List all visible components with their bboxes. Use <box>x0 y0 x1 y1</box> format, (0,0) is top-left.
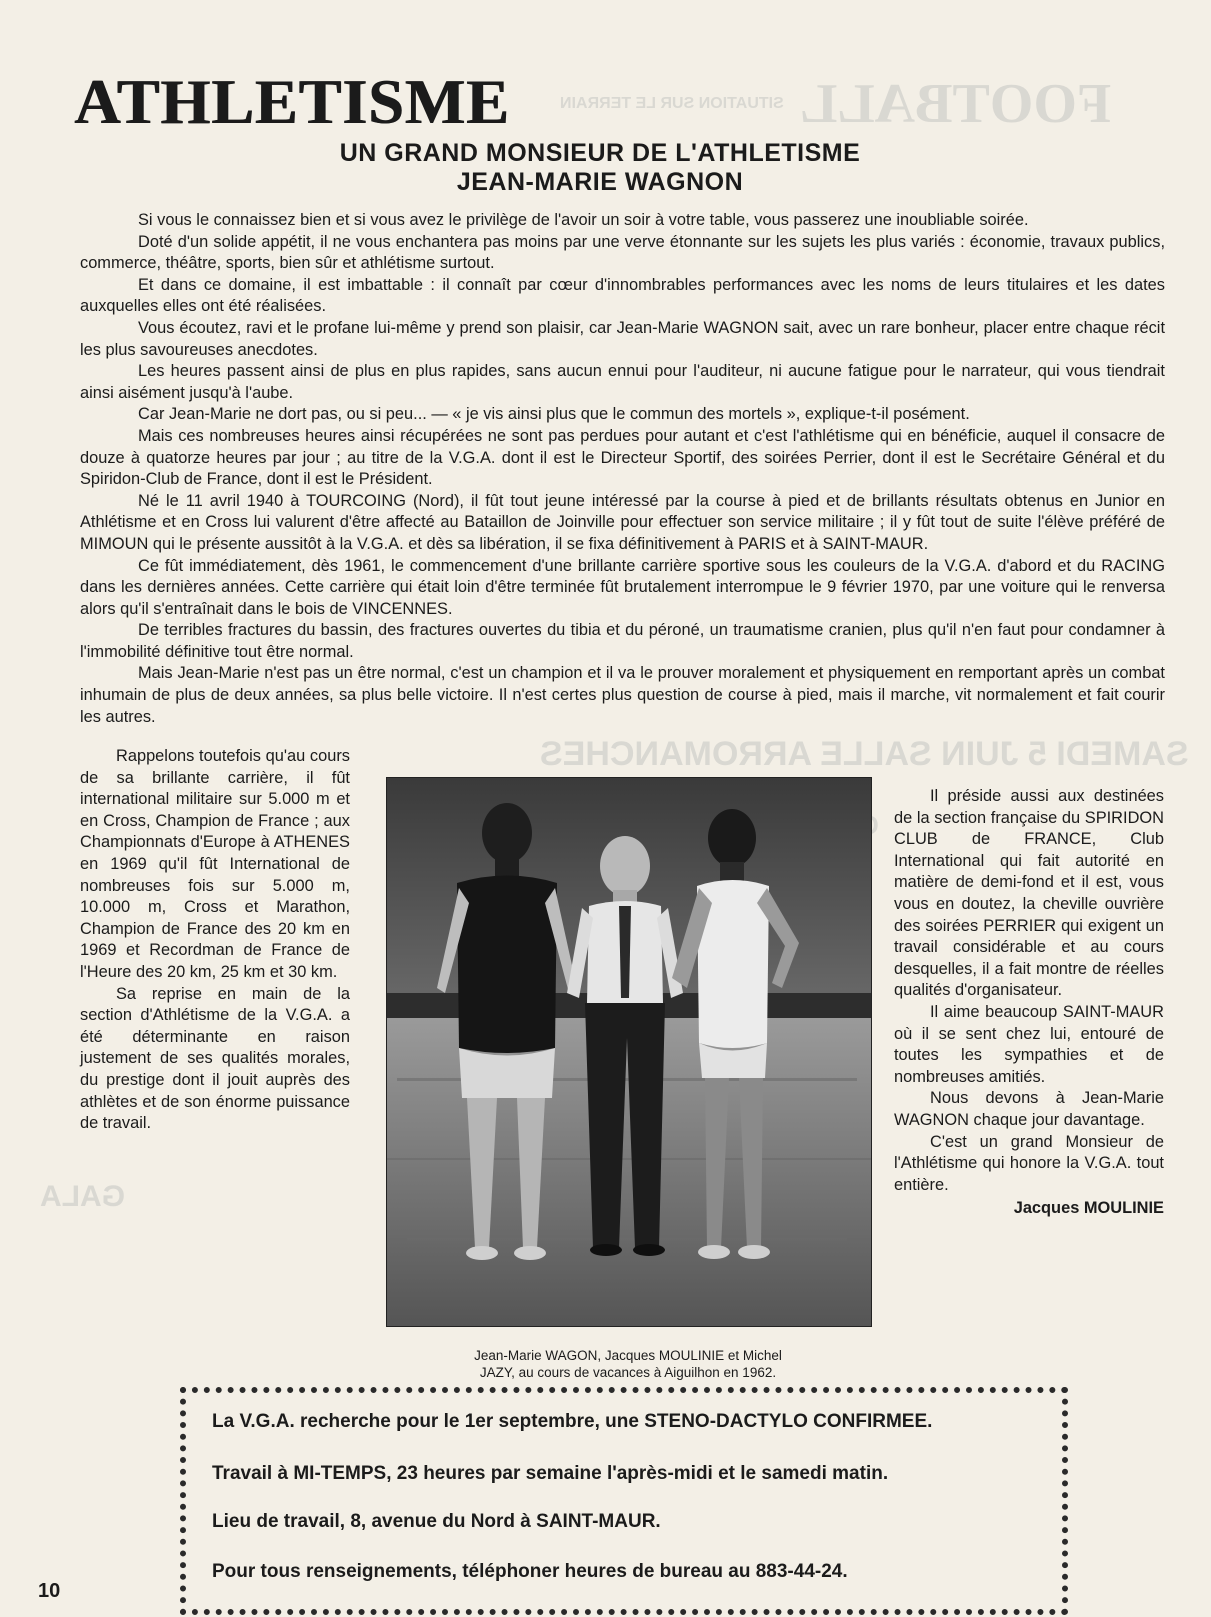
paragraph: Car Jean-Marie ne dort pas, ou si peu... — « je vis ainsi plus que le commun des mortels », explique-t-il posément. <box>138 405 970 424</box>
left-column <box>80 746 350 1135</box>
caption-line-2: JAZY, au cours de vacances à Aiguilhon en 1962. <box>479 1365 777 1380</box>
caption-line-1: Jean-Marie WAGON, Jacques MOULINIE et Michel <box>474 1348 782 1363</box>
paragraph: Mais Jean-Marie n'est pas un être normal, c'est un champion et il va le prouver moralement et physiquement en remportant après un combat inhumain de plus de deux années, sa plus belle victoire. Il n'est certes plus question de course à pied, mais il marche, vit normalement et fait courir les autres. <box>80 664 1165 726</box>
page-number: 10 <box>38 1580 61 1602</box>
paragraph: Il préside aussi aux destinées de la section française du SPIRIDON CLUB de FRANCE, Club International qui fait autorité en matière de demi-fond et il est, vous vous en doutez, la cheville ouvrière des soirées PERRIER qui exigent un travail considérable et au cours desquelles, il a fait montre de réelles qualités d'organisateur. <box>894 787 1164 1000</box>
right-column <box>894 786 1164 1220</box>
paragraph: Les heures passent ainsi de plus en plus rapides, sans aucun ennui pour l'auditeur, ni aucune fatigue pour le narrateur, qui vous tiendrait ainsi aisément jusqu'à l'aube. <box>80 362 1165 402</box>
photo-caption <box>386 1347 870 1381</box>
paragraph: C'est un grand Monsieur de l'Athlétisme qui honore la V.G.A. tout entière. <box>894 1132 1164 1194</box>
section-title: ATHLETISME <box>74 66 510 137</box>
headline-line-2: JEAN-MARIE WAGNON <box>456 168 744 196</box>
paragraph: Né le 11 avril 1940 à TOURCOING (Nord), il fût tout jeune intéressé par la course à pied et de brillants résultats obtenus en Junior en Athlétisme et en Cross lui valurent d'être affecté au Bataillon de Joinville pour effectuer son service militaire ; il y fût tout de suite l'élève préféré de MIMOUN qui le présente aussitôt à la V.G.A. et dès sa libération, il se fixa définitivement à PARIS et à SAINT-MAUR. <box>80 491 1165 553</box>
paragraph: Ce fût immédiatement, dès 1961, le commencement d'une brillante carrière sportive sous les couleurs de la V.G.A. d'abord et du RACING dans les dernières années. Cette carrière qui était loin d'être terminée fût brutalement interrompue le 9 février 1970, par une voiture qui le renversa alors qu'il s'entraînait dans le bois de VINCENNES. <box>80 556 1165 618</box>
advert-line-4: Pour tous renseignements, téléphoner heures de bureau au 883-44-24. <box>212 1561 848 1582</box>
paragraph: Doté d'un solide appétit, il ne vous enchantera pas moins par une verve étonnante sur les sujets les plus variés : économie, travaux publics, commerce, théâtre, sports, bien sûr et athlétisme surtout. <box>80 232 1165 273</box>
advert-line-3: Lieu de travail, 8, avenue du Nord à SAINT-MAUR. <box>212 1511 661 1532</box>
paragraph: Si vous le connaissez bien et si vous avez le privilège de l'avoir un soir à votre table, vous passerez une inoubliable soirée. <box>138 211 1029 229</box>
photo-illustration <box>387 778 871 1326</box>
headline-line-1: UN GRAND MONSIEUR DE L'ATHLETISME <box>339 139 861 167</box>
job-advert-box <box>180 1387 1068 1615</box>
paragraph: Mais ces nombreuses heures ainsi récupérées ne sont pas perdues pour autant et c'est l'athlétisme qui en bénéficie, auquel il consacre de douze à quatorze heures par jour ; au titre de la V.G.A. dont il est le Directeur Sportif, des soirées Perrier, dont il est le Secrétaire Général et du Spiridon-Club de France, dont il est le Président. <box>80 426 1165 489</box>
signature: Jacques MOULINIE <box>1013 1199 1164 1218</box>
paragraph: Rappelons toutefois qu'au cours de sa brillante carrière, il fût international militaire sur 5.000 m et en Cross, Champion de France ; aux Championnats d'Europe à ATHENES en 1969 qu'il fût International de nombreuses fois sur 5.000 m, 10.000 m, Cross et Marathon, Champion de France des 20 km en 1969 et Recordman de France de l'Heure des 20 km, 25 km et 30 km. <box>80 747 350 981</box>
paragraph: Vous écoutez, ravi et le profane lui-même y prend son plaisir, car Jean-Marie WAGNON sait, avec un rare bonheur, placer entre chaque récit les plus savoureuses anecdotes. <box>80 318 1165 359</box>
reverse-page-show-through: FOOTBALL SITUATION SUR LE TERRAIN SAMEDI 5 JUIN SALLE ARROMANCHES GALA <box>40 73 1189 1213</box>
paragraph: Il aime beaucoup SAINT-MAUR où il se sent chez lui, entouré de toutes les sympathies et de nombreuses amitiés. <box>894 1002 1164 1086</box>
advert-line-1: La V.G.A. recherche pour le 1er septembre, une STENO-DACTYLO CONFIRMEE. <box>212 1411 933 1432</box>
article-headline <box>240 139 960 197</box>
paragraph: Sa reprise en main de la section d'Athlétisme de la V.G.A. a été déterminante en raison justement de ses qualités morales, du prestige dont il jouit auprès des athlètes et de son énorme puissance de travail. <box>80 984 350 1133</box>
paragraph: Nous devons à Jean-Marie WAGNON chaque jour davantage. <box>894 1089 1164 1129</box>
advert-line-2: Travail à MI-TEMPS, 23 heures par semaine l'après-midi et le samedi matin. <box>212 1463 889 1484</box>
article-body <box>80 210 1165 728</box>
paragraph: De terribles fractures du bassin, des fractures ouvertes du tibia et du péroné, un traumatisme cranien, plus qu'il n'en faut pour condamner à l'immobilité définitive tout être normal. <box>80 621 1165 661</box>
athletes-photo <box>386 777 872 1327</box>
paragraph: Et dans ce domaine, il est imbattable : il connaît par cœur d'innombrables performances avec les noms de leurs titulaires et les dates auxquelles elles ont été réalisées. <box>80 275 1165 316</box>
